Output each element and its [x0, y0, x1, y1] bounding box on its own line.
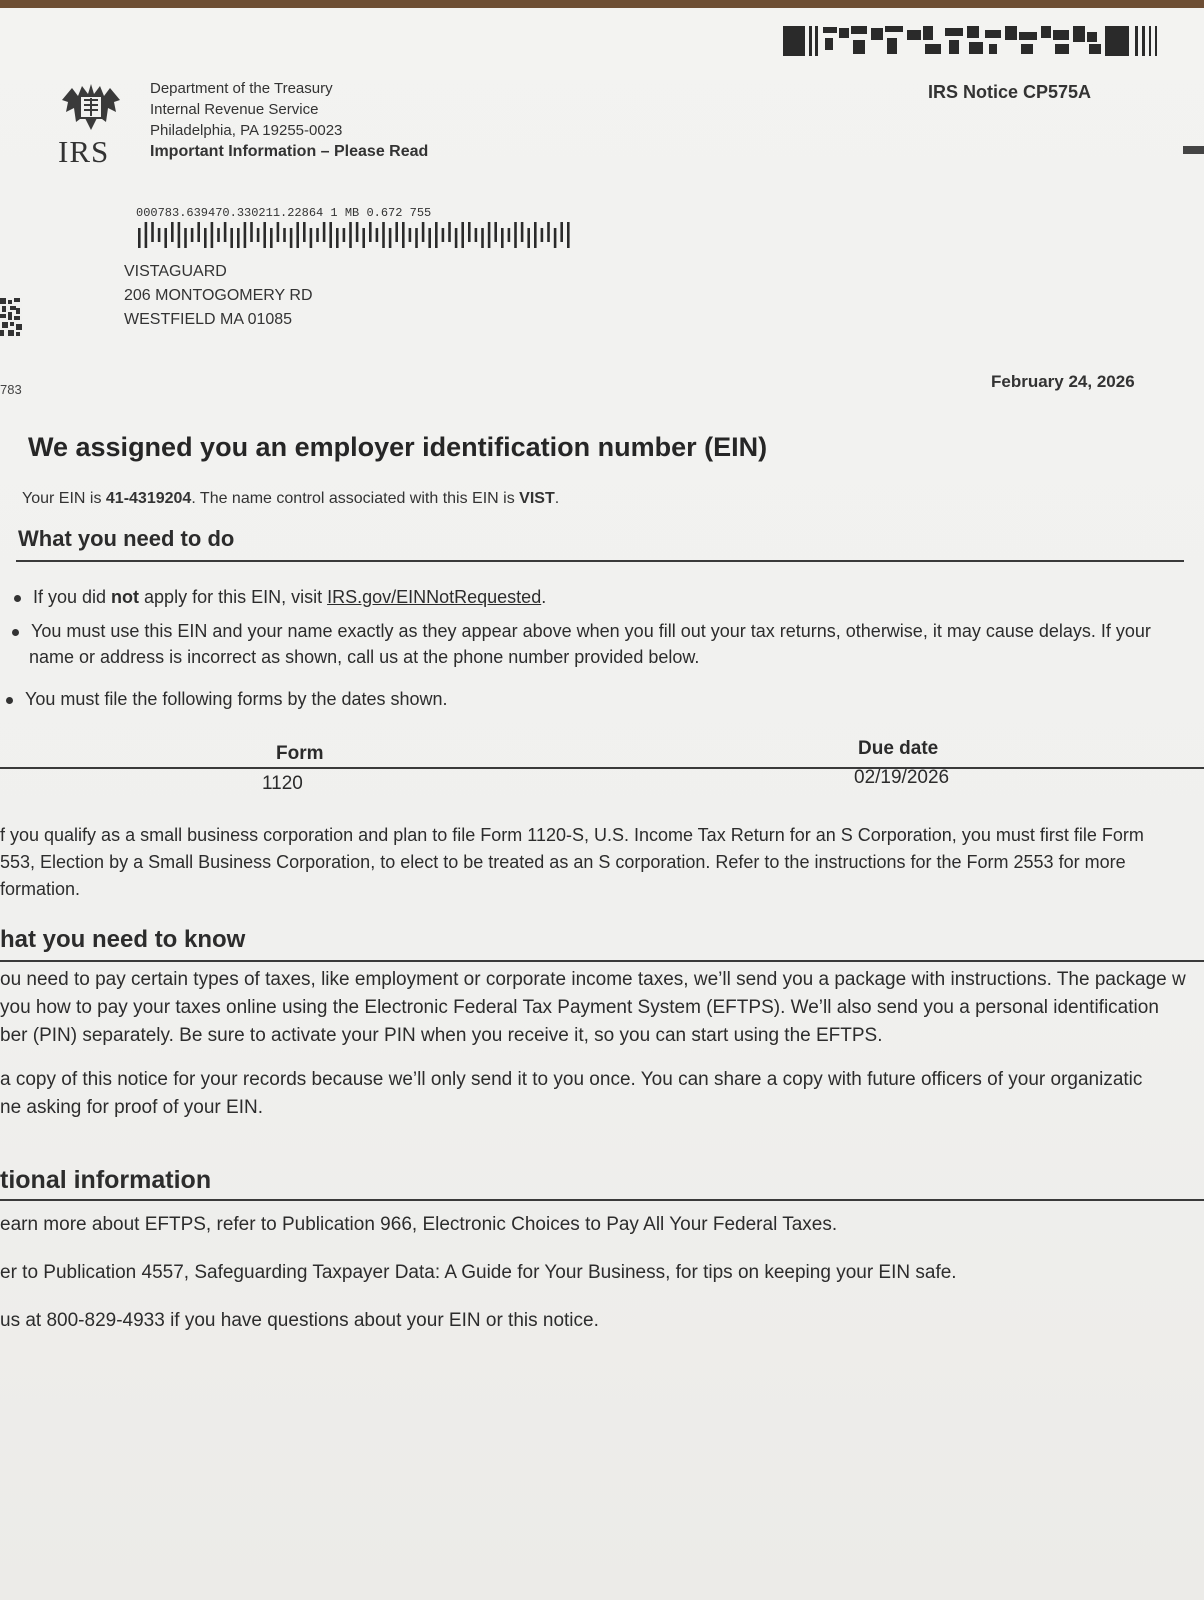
additional-line: earn more about EFTPS, refer to Publication 966, Electronic Choices to Pay All Your Federal Taxes.: [0, 1214, 838, 1235]
irs-logo: [58, 82, 128, 169]
bullet-item: You must file the following forms by the dates shown.: [6, 686, 448, 712]
ein-statement: [22, 490, 559, 508]
mail-code-line: 000783.639470.330211.22864 1 MB 0.672 755: [136, 206, 432, 220]
ein-suffix: .: [554, 490, 560, 507]
bullet-item: You must use this EIN and your name exactly as they appear above when you fill out your tax returns, otherwise, it may cause delays. If your name or address is incorrect as shown, call us at the phone number provided below.: [12, 618, 1151, 670]
page-title: We assigned you an employer identification number (EIN): [28, 432, 768, 462]
bullet-icon: [12, 629, 19, 636]
important-info: Important Information – Please Read: [150, 143, 429, 160]
recipient-name: VISTAGUARD: [124, 263, 227, 280]
postal-barcode-image: [136, 222, 576, 248]
table-rule: [0, 767, 1204, 769]
section-title-todo: What you need to do: [18, 526, 235, 551]
ein-value: 41-4319204: [105, 490, 192, 507]
form-column-header: Form: [276, 743, 324, 764]
section-rule: [0, 960, 1204, 962]
section-rule: [0, 1199, 1204, 1201]
know-paragraph-1: ou need to pay certain types of taxes, like employment or corporate income taxes, we’ll send you a package with instructions. The package w you how to pay your taxes online using the Electronic Federal Tax Payment System (EFTPS). We’ll also send you a personal identification ber (PIN) separately. Be sure to activate your PIN when you receive it, so you can start using the EFTPS.: [0, 969, 1186, 1046]
sender-block: [150, 78, 428, 162]
sender-city: Philadelphia, PA 19255-0023: [150, 122, 343, 139]
additional-line: us at 800-829-4933 if you have questions about your EIN or this notice.: [0, 1310, 599, 1331]
eagle-icon: [58, 82, 124, 134]
notice-date: February 24, 2026: [991, 372, 1135, 391]
table-cell-due-date: 02/19/2026: [854, 767, 950, 788]
name-control: VIST: [519, 490, 555, 507]
section-title-additional: tional information: [0, 1166, 212, 1194]
section-title-know: hat you need to know: [0, 926, 246, 953]
s-corp-paragraph: f you qualify as a small business corporation and plan to file Form 1120-S, U.S. Income Tax Return for an S Corporation, you must first file Form 553, Election by a Small Business Corporation, to elect to be treated as an S corporation. Refer to the instructions for the Form 2553 for more formation.: [0, 825, 1144, 899]
recipient-street: 206 MONTOGOMERY RD: [124, 287, 313, 304]
know-paragraph-2: a copy of this notice for your records because we’ll only send it to you once. You can share a copy with future officers of your organizatic ne asking for proof of your EIN.: [0, 1069, 1143, 1118]
table-edge: [0, 0, 1204, 8]
barcode-image: [783, 24, 1173, 58]
notice-number: IRS Notice CP575A: [928, 82, 1092, 102]
ein-not-requested-link[interactable]: IRS.gov/EINNotRequested: [327, 587, 542, 607]
ein-mid: . The name control associated with this EIN is: [191, 490, 520, 507]
irs-logo-text: IRS: [58, 134, 110, 169]
bullet-item: If you did not apply for this EIN, visit IRS.gov/EINNotRequested.: [14, 584, 546, 610]
qr-code-image: [0, 298, 22, 338]
side-number: 783: [0, 382, 22, 397]
section-rule: [16, 560, 1184, 562]
table-cell-form: 1120: [262, 773, 303, 794]
due-date-column-header: Due date: [858, 738, 939, 759]
edge-mark: [1183, 146, 1204, 154]
ein-prefix: Your EIN is: [22, 490, 106, 507]
recipient-city: WESTFIELD MA 01085: [124, 311, 293, 328]
bullet-icon: [6, 697, 13, 704]
additional-line: er to Publication 4557, Safeguarding Taxpayer Data: A Guide for Your Business, for tips on keeping your EIN safe.: [0, 1262, 957, 1283]
service-name: Internal Revenue Service: [150, 101, 319, 118]
dept-name: Department of the Treasury: [150, 80, 333, 97]
recipient-address: [124, 260, 313, 332]
bullet-icon: [14, 595, 21, 602]
